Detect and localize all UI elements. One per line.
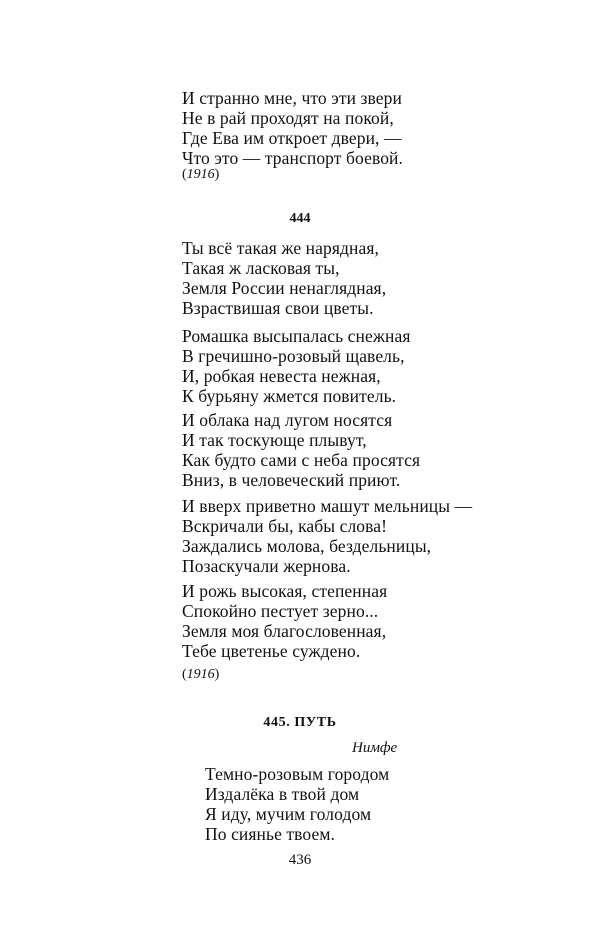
stanza — [182, 410, 420, 490]
verse-line: В гречишно-розовый щавель, — [182, 346, 405, 366]
verse-line: Земля моя благословенная, — [182, 621, 387, 641]
verse-line: Такая ж ласковая ты, — [182, 258, 340, 278]
verse-line: И странно мне, что эти звери — [182, 88, 402, 108]
poem-dedication: Нимфе — [352, 740, 398, 756]
poem-number: 444 — [289, 211, 311, 226]
verse-line: Ромашка высыпалась снежная — [182, 326, 411, 346]
verse-line: Позаскучали жернова. — [182, 556, 351, 576]
verse-line: И вверх приветно машут мельницы — — [182, 496, 473, 516]
verse-line: Как будто сами с неба просятся — [182, 450, 421, 470]
verse-line: Что это — транспорт боевой. — [182, 148, 403, 168]
verse-line: Спокойно пестует зерно... — [182, 601, 379, 621]
poem-date: (1916) — [182, 667, 220, 682]
poem-title: 445. ПУТЬ — [263, 715, 337, 730]
previous-poem-stanza — [182, 88, 403, 168]
verse-line: И рожь высокая, степенная — [182, 581, 388, 601]
stanza — [182, 496, 472, 576]
stanza — [182, 238, 386, 318]
stanza — [205, 764, 389, 844]
verse-line: Взраствишая свои цветы. — [182, 298, 374, 318]
page-number: 436 — [288, 852, 312, 868]
verse-line: К бурьяну жмется повитель. — [182, 386, 397, 406]
verse-line: Не в рай проходят на покой, — [182, 108, 394, 128]
verse-line: Тебе цветенье суждено. — [182, 641, 361, 661]
verse-line: Вскричали бы, кабы слова! — [182, 516, 388, 536]
verse-line: Вниз, в человеческий приют. — [182, 470, 401, 490]
verse-line: Я иду, мучим голодом — [205, 804, 372, 824]
verse-line: Где Ева им откроет двери, — — [182, 128, 402, 148]
verse-line: И, робкая невеста нежная, — [182, 366, 381, 386]
verse-line: Заждались молова, бездельницы, — [182, 536, 432, 556]
poem-date-year: 1916 — [186, 167, 215, 182]
poem-date: (1916) — [182, 167, 220, 182]
verse-line: Земля России ненаглядная, — [182, 278, 387, 298]
verse-line: По сиянье твоем. — [205, 824, 336, 844]
stanza — [182, 581, 387, 661]
verse-line: Издалёка в твой дом — [205, 784, 360, 804]
poem-date-year: 1916 — [186, 667, 215, 682]
stanza — [182, 326, 411, 406]
verse-line: И так тоскующе плывут, — [182, 430, 367, 450]
verse-line: Ты всё такая же нарядная, — [182, 238, 379, 258]
verse-line: И облака над лугом носятся — [182, 410, 393, 430]
verse-line: Темно-розовым городом — [205, 764, 390, 784]
